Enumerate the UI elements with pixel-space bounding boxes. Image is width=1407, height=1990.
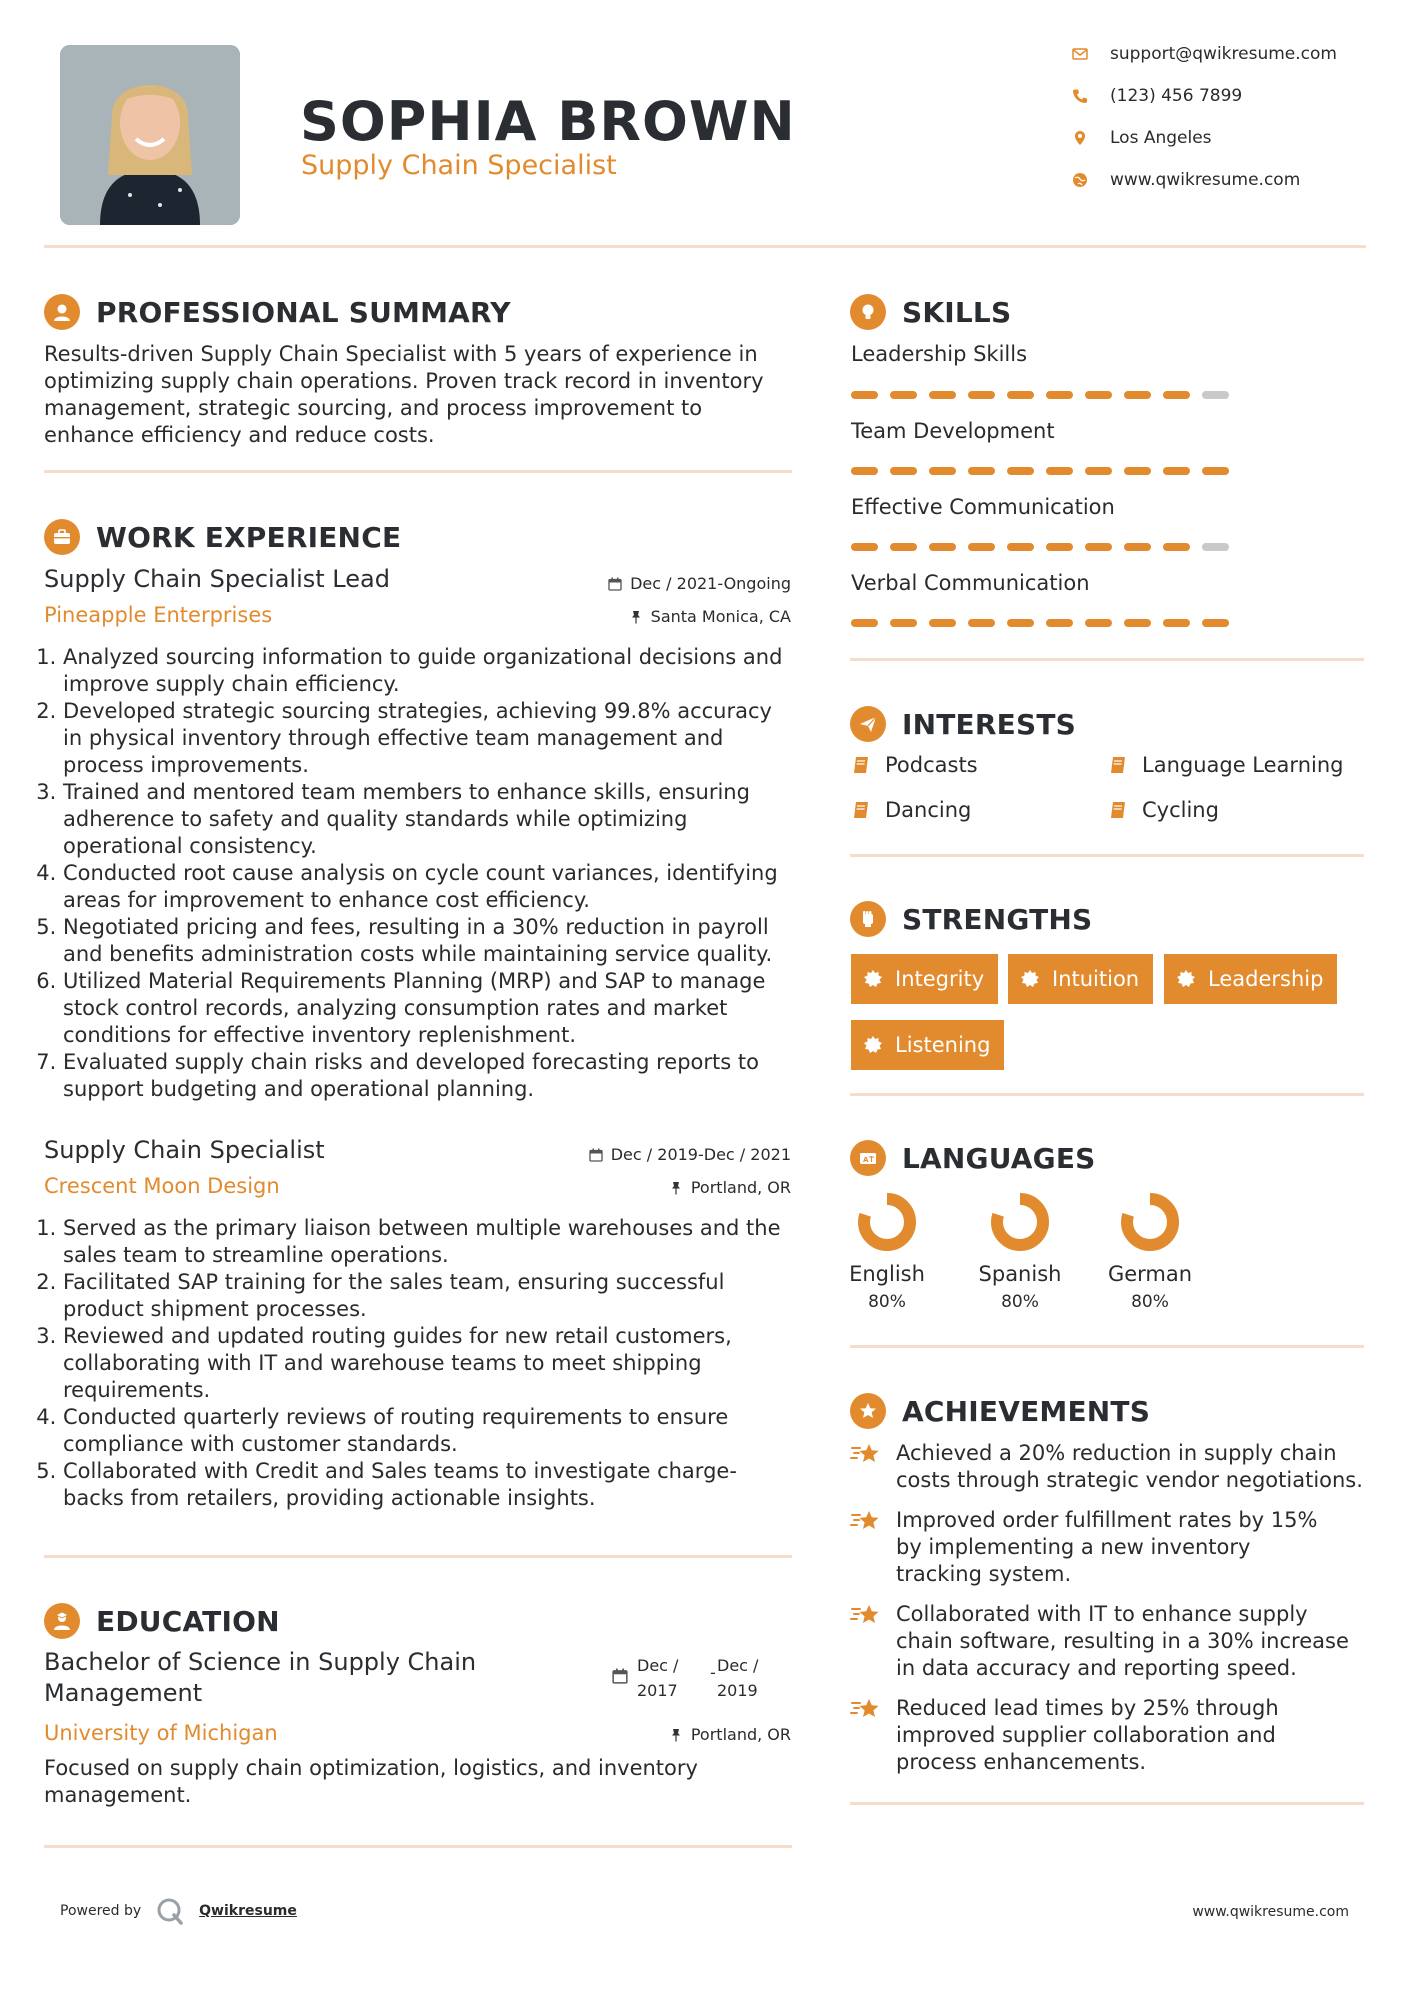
language-progress-ring: [988, 1190, 1052, 1254]
shooting-star-icon: [850, 1697, 882, 1723]
qwikresume-link[interactable]: Qwikresume: [199, 1903, 297, 1919]
skill-dash-filled: [929, 467, 956, 475]
language-progress-ring: [1118, 1190, 1182, 1254]
skill-name: Leadership Skills: [851, 342, 1028, 366]
skill-dash-filled: [1202, 467, 1229, 475]
contact-location-text: Los Angeles: [1110, 128, 1212, 148]
contact-phone-text: (123) 456 7899: [1110, 86, 1243, 106]
skill-dash-filled: [1163, 543, 1190, 551]
contact-email[interactable]: [1072, 39, 1372, 69]
interests-divider: [850, 854, 1364, 857]
experience-heading: [44, 519, 401, 555]
languages-divider: [850, 1345, 1364, 1348]
summary-heading-text: PROFESSIONAL SUMMARY: [96, 295, 511, 329]
edu-start-year: 2017: [637, 1681, 678, 1700]
skill-name: Verbal Communication: [851, 571, 1090, 595]
job-bullet: 6. Utilized Material Requirements Planning (MRP) and SAP to manage stock control records, analyzing consumption rates and market conditions for effective inventory replenishment.: [63, 968, 796, 1049]
interest-label: Cycling: [1142, 798, 1219, 822]
skill-dash-filled: [968, 619, 995, 627]
achievement-item: [850, 1601, 1366, 1682]
job-company: Crescent Moon Design: [44, 1174, 280, 1198]
skill-name: Effective Communication: [851, 495, 1115, 519]
pushpin-icon: [629, 610, 643, 624]
edu-location: [669, 1725, 791, 1744]
strengths-heading: [850, 901, 1092, 937]
job-bullets: [44, 644, 796, 1103]
skill-meter: [851, 467, 1241, 475]
edu-end-date: [717, 1653, 758, 1703]
calendar-icon: [612, 1668, 628, 1684]
contact-email-text: support@qwikresume.com: [1110, 44, 1337, 64]
skill-dash-filled: [1124, 543, 1151, 551]
user-icon: [44, 294, 80, 330]
job-location-text: Santa Monica, CA: [650, 607, 791, 626]
language-name: English: [849, 1262, 925, 1286]
strength-badge: [851, 1020, 1004, 1070]
job-bullet: 5. Collaborated with Credit and Sales teams to investigate charge-backs from retailers, providing actionable insights.: [63, 1458, 796, 1512]
languages-heading-text: LANGUAGES: [902, 1141, 1096, 1175]
language-icon: [850, 1140, 886, 1176]
summary-heading: [44, 294, 511, 330]
achievements-heading-text: ACHIEVEMENTS: [902, 1394, 1151, 1428]
job-bullet: 3. Trained and mentored team members to enhance skills, ensuring adherence to safety and quality standards while optimizing operational consistency.: [63, 779, 796, 860]
achievement-text: Achieved a 20% reduction in supply chain costs through strategic vendor negotiations.: [896, 1441, 1363, 1492]
skill-dash-filled: [1085, 543, 1112, 551]
skill-dash-filled: [851, 391, 878, 399]
edu-location-text: Portland, OR: [690, 1725, 791, 1744]
skill-dash-filled: [851, 619, 878, 627]
shooting-star-icon: [850, 1603, 882, 1629]
skill-dash-filled: [929, 391, 956, 399]
skill-dash-filled: [1046, 391, 1073, 399]
edu-start-month: Dec /: [637, 1656, 679, 1675]
strength-badge: [1008, 954, 1153, 1004]
language-progress-ring: [855, 1190, 919, 1254]
badge-star-icon: [1020, 969, 1040, 989]
interest-item: [851, 753, 978, 777]
skill-dash-filled: [968, 543, 995, 551]
experience-divider: [44, 1555, 792, 1558]
skill-dash-filled: [1046, 619, 1073, 627]
skill-dash-filled: [890, 543, 917, 551]
job-bullet: 1. Analyzed sourcing information to guide organizational decisions and improve supply chain efficiency.: [63, 644, 796, 698]
skill-dash-filled: [1124, 391, 1151, 399]
education-description: Focused on supply chain optimization, logistics, and inventory management.: [44, 1756, 698, 1807]
svg-text:A: A: [863, 1156, 869, 1164]
achievement-item: [850, 1695, 1330, 1776]
skill-dash-filled: [851, 467, 878, 475]
skill-dash-filled: [1007, 619, 1034, 627]
phone-icon: [1072, 88, 1088, 104]
summary-text: Results-driven Supply Chain Specialist with 5 years of experience in optimizing supply chain operations. Proven track record in inventory management, strategic sourcing, and process improvement to enhance efficiency and reduce costs.: [44, 342, 764, 447]
skill-dash-filled: [1007, 467, 1034, 475]
job-bullet: 4. Conducted quarterly reviews of routing requirements to ensure compliance with customer standards.: [63, 1404, 796, 1458]
interests-heading: [850, 706, 1076, 742]
strengths-divider: [850, 1093, 1364, 1096]
skill-dash-filled: [851, 543, 878, 551]
achievements-divider: [850, 1802, 1364, 1805]
skill-dash-filled: [1046, 467, 1073, 475]
job-location: [629, 607, 791, 626]
skills-heading-text: SKILLS: [902, 295, 1012, 329]
skill-dash-filled: [1007, 543, 1034, 551]
strengths-heading-text: STRENGTHS: [902, 902, 1093, 936]
book-icon: [1108, 800, 1128, 820]
edu-start-date: [637, 1653, 678, 1703]
skill-dash-filled: [968, 391, 995, 399]
degree-line-2: Management: [44, 1679, 203, 1707]
job-title: Supply Chain Specialist: [44, 1136, 325, 1164]
education-heading-text: EDUCATION: [96, 1604, 280, 1638]
pushpin-icon: [669, 1728, 683, 1742]
candidate-title: Supply Chain Specialist: [301, 150, 617, 181]
experience-heading-text: WORK EXPERIENCE: [96, 520, 402, 554]
job-bullet: 7. Evaluated supply chain risks and developed forecasting reports to support budgeting and operational planning.: [63, 1049, 796, 1103]
skill-dash-filled: [1085, 619, 1112, 627]
language-item: [837, 1190, 937, 1312]
pushpin-icon: [669, 1181, 683, 1195]
shooting-star-icon: [850, 1442, 882, 1468]
footer-powered-by: [60, 1896, 297, 1926]
job-bullet: 5. Negotiated pricing and fees, resulting in a 30% reduction in payroll and benefits administration costs while maintaining service quality.: [63, 914, 796, 968]
skill-dash-filled: [1124, 467, 1151, 475]
interest-label: Language Learning: [1142, 753, 1344, 777]
skill-dash-filled: [1124, 619, 1151, 627]
skill-meter: [851, 619, 1241, 627]
skill-dash-filled: [1163, 619, 1190, 627]
job-date: [589, 1145, 791, 1164]
skill-dash-filled: [1007, 391, 1034, 399]
skill-dash-filled: [1202, 619, 1229, 627]
language-name: German: [1107, 1262, 1193, 1286]
briefcase-icon: [44, 519, 80, 555]
skill-dash-filled: [1163, 391, 1190, 399]
strength-label: Listening: [895, 1033, 991, 1057]
skills-heading: [850, 294, 1011, 330]
skill-meter: [851, 543, 1241, 551]
graduation-cap-icon: [44, 1603, 80, 1639]
skill-dash-filled: [968, 467, 995, 475]
achievement-item: [850, 1507, 1330, 1588]
job-location: [669, 1178, 791, 1197]
edu-date-separator: -: [710, 1663, 716, 1682]
job-date: [608, 574, 791, 593]
language-item: [970, 1190, 1070, 1312]
interest-item: [1108, 798, 1219, 822]
profile-photo: [60, 45, 240, 225]
achievement-item: [850, 1440, 1366, 1494]
strength-badge: [1164, 954, 1337, 1004]
lightbulb-icon: [850, 294, 886, 330]
contact-website-text: www.qwikresume.com: [1110, 170, 1301, 190]
contact-location: [1072, 123, 1372, 153]
powered-by-label: Powered by: [60, 1903, 142, 1919]
qwikresume-logo-icon: [155, 1896, 185, 1926]
interests-heading-text: INTERESTS: [902, 707, 1076, 741]
book-icon: [1108, 755, 1128, 775]
envelope-icon: [1072, 46, 1088, 62]
skill-dash-filled: [890, 391, 917, 399]
map-pin-icon: [1072, 130, 1088, 146]
strength-label: Leadership: [1208, 967, 1324, 991]
education-divider: [44, 1845, 792, 1848]
calendar-icon: [608, 577, 622, 591]
skill-meter: [851, 391, 1241, 399]
shooting-star-icon: [850, 1509, 882, 1535]
edu-end-month: Dec /: [717, 1656, 759, 1675]
calendar-icon: [589, 1148, 603, 1162]
contact-phone[interactable]: [1072, 81, 1372, 111]
skill-dash-filled: [890, 467, 917, 475]
badge-star-icon: [1176, 969, 1196, 989]
language-name: Spanish: [978, 1262, 1062, 1286]
skill-dash-filled: [1046, 543, 1073, 551]
skill-dash-filled: [1085, 467, 1112, 475]
job-bullet: 2. Facilitated SAP training for the sales team, ensuring successful product shipment processes.: [63, 1269, 796, 1323]
job-date-text: Dec / 2021-Ongoing: [630, 574, 791, 593]
job-bullets: [44, 1215, 796, 1512]
job-bullet: 3. Reviewed and updated routing guides for new retail customers, collaborating with IT and warehouse teams to meet shipping requirements.: [63, 1323, 796, 1404]
job-date-text: Dec / 2019-Dec / 2021: [610, 1145, 791, 1164]
skill-dash-empty: [1202, 391, 1229, 399]
skill-dash-filled: [929, 543, 956, 551]
language-item: [1100, 1190, 1200, 1312]
paper-plane-icon: [850, 706, 886, 742]
strength-label: Integrity: [895, 967, 985, 991]
footer-website[interactable]: www.qwikresume.com: [1192, 1904, 1349, 1920]
achievement-text: Reduced lead times by 25% through improved supplier collaboration and process enhancements.: [896, 1696, 1279, 1774]
school-name: University of Michigan: [44, 1721, 278, 1745]
skill-dash-filled: [1163, 467, 1190, 475]
job-company: Pineapple Enterprises: [44, 603, 273, 627]
interest-item: [851, 798, 971, 822]
interest-label: Dancing: [885, 798, 972, 822]
skill-dash-filled: [1085, 391, 1112, 399]
skills-divider: [850, 658, 1364, 661]
book-icon: [851, 800, 871, 820]
header-divider: [44, 245, 1366, 248]
star-icon: [850, 1393, 886, 1429]
book-icon: [851, 755, 871, 775]
summary-divider: [44, 470, 792, 473]
degree-line-1: Bachelor of Science in Supply Chain: [44, 1648, 477, 1676]
achievement-text: Improved order fulfillment rates by 15% by implementing a new inventory tracking system.: [896, 1508, 1318, 1586]
job-location-text: Portland, OR: [690, 1178, 791, 1197]
strength-label: Intuition: [1052, 967, 1140, 991]
skill-dash-filled: [929, 619, 956, 627]
achievements-heading: [850, 1393, 1150, 1429]
education-heading: [44, 1603, 280, 1639]
edu-end-year: 2019: [717, 1681, 758, 1700]
language-level: 80%: [1131, 1292, 1169, 1312]
skill-dash-empty: [1202, 543, 1229, 551]
skill-dash-filled: [890, 619, 917, 627]
globe-icon: [1072, 172, 1088, 188]
skill-name: Team Development: [851, 419, 1055, 443]
candidate-name: SOPHIA BROWN: [300, 90, 796, 153]
fist-icon: [850, 901, 886, 937]
badge-star-icon: [863, 1035, 883, 1055]
interest-item: [1108, 753, 1343, 777]
strength-badge: [851, 954, 998, 1004]
language-level: 80%: [1001, 1292, 1039, 1312]
languages-heading: [850, 1140, 1096, 1176]
job-bullet: 4. Conducted root cause analysis on cycle count variances, identifying areas for improvement to enhance cost efficiency.: [63, 860, 796, 914]
contact-website[interactable]: [1072, 165, 1372, 195]
badge-star-icon: [863, 969, 883, 989]
interest-label: Podcasts: [885, 753, 978, 777]
job-bullet: 2. Developed strategic sourcing strategies, achieving 99.8% accuracy in physical inventory through effective team management and process improvements.: [63, 698, 796, 779]
job-bullet: 1. Served as the primary liaison between multiple warehouses and the sales team to streamline operations.: [63, 1215, 796, 1269]
achievement-text: Collaborated with IT to enhance supply chain software, resulting in a 30% increase in data accuracy and reporting speed.: [896, 1602, 1349, 1680]
job-title: Supply Chain Specialist Lead: [44, 565, 390, 593]
language-level: 80%: [868, 1292, 906, 1312]
